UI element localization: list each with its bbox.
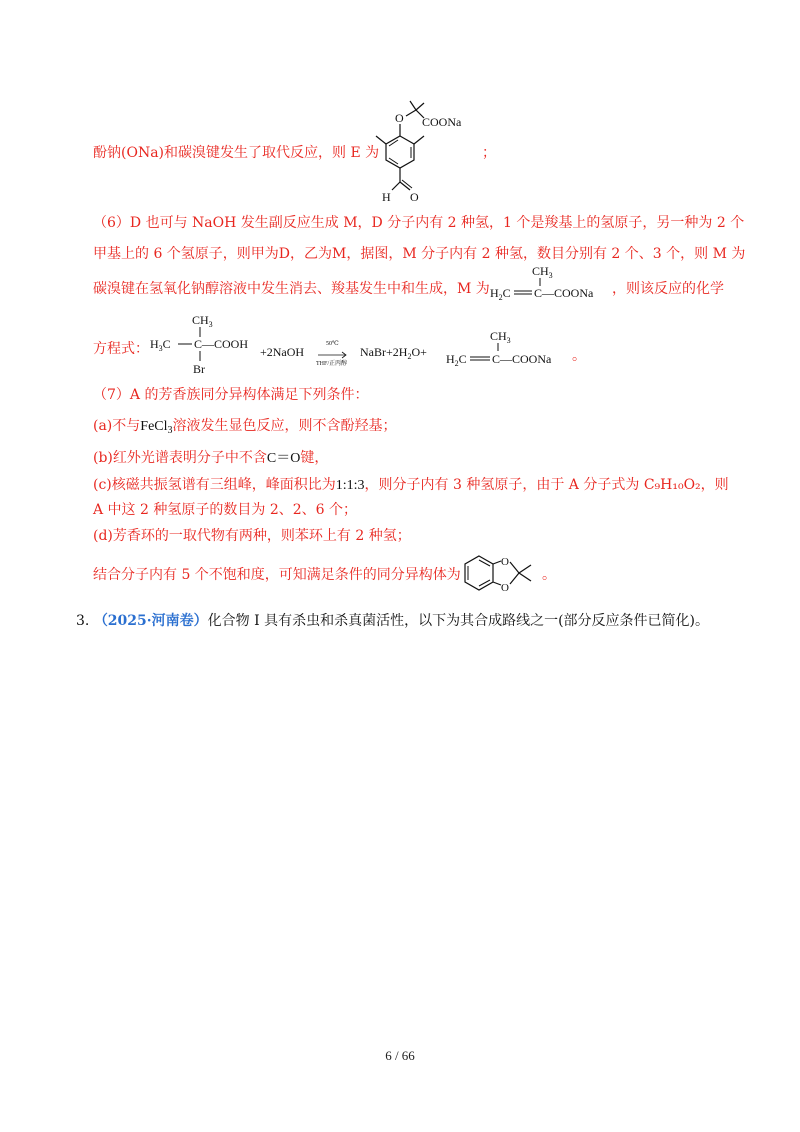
solution-line-10: A 中这 2 种氢原子的数目为 2、2、6 个；: [93, 502, 357, 518]
co-bond: C＝O: [266, 451, 301, 466]
page-number: 6 / 66: [385, 1048, 415, 1063]
solution-line-3: 甲基上的 6 个氢原子，则甲为D，乙为M，据图，M 分子内有 2 种氢，数目分别有 2 个、3 个，则 M 为: [93, 246, 746, 262]
eq-p-tail: C—COONa: [492, 352, 552, 366]
question-text: 化合物 I 具有杀虫和杀真菌活性，以下为其合成路线之一(部分反应条件已简化)。: [207, 613, 710, 629]
eq-cond-top: 50℃: [326, 341, 339, 347]
solution-line-6: （7）A 的芳香族同分异构体满足下列条件：: [93, 387, 369, 403]
M-h2c: $H_2C$: [490, 286, 511, 302]
solution-line-12-end: 。: [542, 567, 556, 583]
eq-p-h2c: $H_2C$: [446, 352, 467, 368]
eq-cooh: C—COOH: [194, 337, 249, 351]
structure-M: [488, 262, 613, 302]
M-ch3: $CH_3$: [532, 264, 553, 280]
eq-naoh: +2NaOH: [260, 345, 305, 359]
reaction-equation: [148, 311, 588, 377]
solution-line-4-end: ，则该反应的化学: [612, 281, 724, 297]
solution-line-8: (b)红外光谱表明分子中不含C＝O键，: [93, 450, 329, 466]
eq-p-ch3: $CH_3$: [490, 329, 511, 345]
solution-line-1: [93, 143, 379, 163]
eq-cond-bottom: THF/正丙醇: [316, 361, 348, 367]
E-coona: COONa: [422, 115, 462, 129]
E-ald-o: O: [410, 190, 419, 204]
solution-line-5: 方程式：: [93, 341, 149, 357]
solution-line-7: (a)不与FeCl$_3$溶液发生显色反应，则不含酚羟基；: [93, 418, 397, 436]
E-oxygen: O: [395, 111, 404, 125]
question-source-tag[interactable]: （2025·河南卷）: [93, 613, 208, 629]
solution-line-1-end: ；: [482, 145, 496, 161]
fecl3-formula: FeCl$_3$: [140, 419, 173, 436]
eq-ch3: $CH_3$: [192, 313, 213, 329]
iso-o2: O: [501, 582, 509, 594]
eq-h3c: $H_3C$: [150, 337, 171, 353]
question-3: [76, 611, 709, 631]
eq-products: $NaBr+2H_2O+$: [360, 345, 427, 361]
solution-line-11: (d)芳香环的一取代物有两种，则苯环上有 2 种氢；: [93, 528, 411, 544]
solution-line-5-end: 。: [572, 348, 586, 364]
solution-line-9: (c)核磁共振氢谱有三组峰，峰面积比为1:1:3，则分子内有 3 种氢原子，由于 A 分子式为 C₉H₁₀O₂，则: [93, 477, 729, 493]
M-tail: C—COONa: [534, 286, 594, 300]
structure-isomer: [457, 550, 545, 598]
solution-line-4: 碳溴键在氢氧化钠醇溶液中发生消去、羧基发生中和生成，M 为: [93, 281, 490, 297]
iso-o1: O: [501, 556, 509, 568]
solution-line-2: （6）D 也可与 NaOH 发生副反应生成 M，D 分子内有 2 种氢，1 个是羧基上的氢原子，另一种为 2 个: [93, 215, 745, 231]
solution-line-12: 结合分子内有 5 个不饱和度，可知满足条件的同分异构体为: [93, 567, 461, 583]
line-text: 酚钠(ONa)和碳溴键发生了取代反应，则 E 为: [93, 145, 380, 161]
structure-E: [362, 98, 482, 206]
eq-br: Br: [193, 362, 205, 376]
peak-ratio: 1:1:3: [335, 478, 365, 493]
E-ald-h: H: [382, 190, 391, 204]
question-number: 3.: [76, 613, 90, 629]
